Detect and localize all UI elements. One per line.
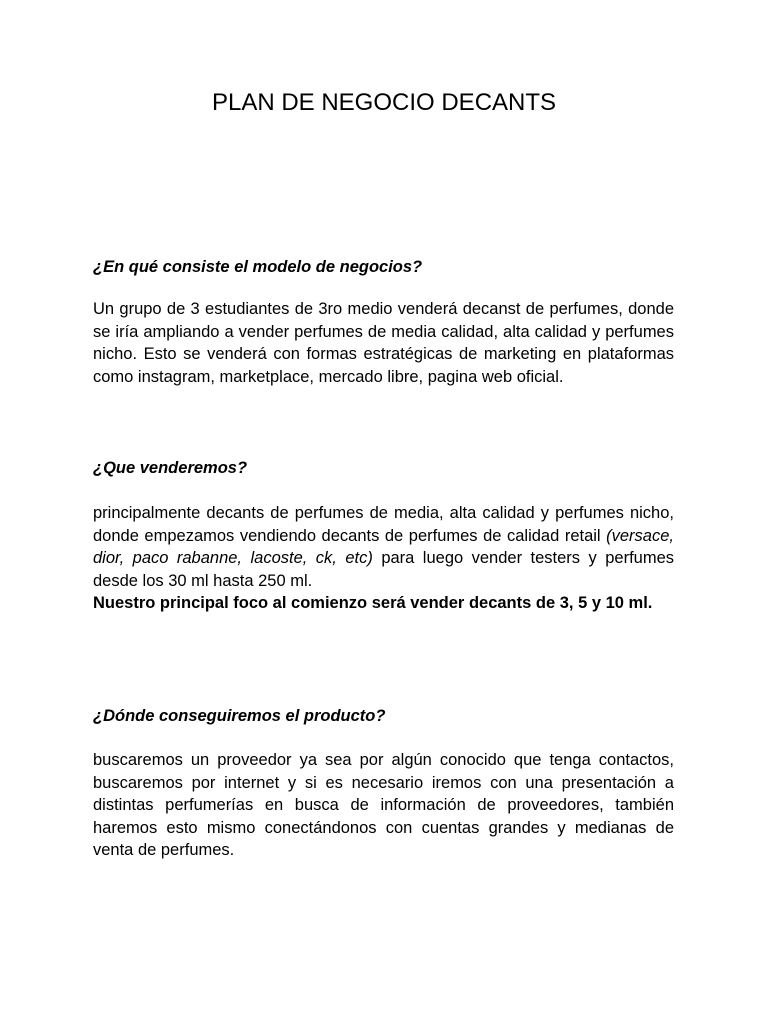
section-body-business-model: Un grupo de 3 estudiantes de 3ro medio venderá decanst de perfumes, donde se iría ampliando a vender perfumes de media calidad, alta calidad y perfumes nicho. Esto se venderá con formas estratégicas de marketing en plataformas como instagram, marketplace, mercado libre, pagina web oficial. — [93, 300, 674, 386]
section-body-what-we-sell — [93, 502, 674, 615]
section-heading-what-we-sell: ¿Que venderemos? — [93, 459, 248, 477]
section-heading-where-product: ¿Dónde conseguiremos el producto? — [93, 707, 386, 725]
what-we-sell-text-start: principalmente decants de perfumes de media, alta calidad y perfumes nicho, donde empezamos vendiendo decants de perfumes de calidad retail — [93, 504, 674, 545]
section-body-where-product: buscaremos un proveedor ya sea por algún conocido que tenga contactos, buscaremos por internet y si es necesario iremos con una presentación a distintas perfumerías en busca de información de proveedores, también haremos esto mismo conectándonos con cuentas grandes y medianas de venta de perfumes. — [93, 751, 674, 860]
section-heading-business-model: ¿En qué consiste el modelo de negocios? — [93, 258, 423, 276]
document-title: PLAN DE NEGOCIO DECANTS — [211, 89, 557, 116]
what-we-sell-text-end: para luego vender testers y perfumes desde los 30 ml hasta 250 ml. — [93, 549, 674, 590]
what-we-sell-main-focus: Nuestro principal foco al comienzo será vender decants de 3, 5 y 10 ml. — [93, 594, 653, 613]
what-we-sell-brands: (versace, dior, paco rabanne, lacoste, ck, etc) — [93, 526, 674, 568]
